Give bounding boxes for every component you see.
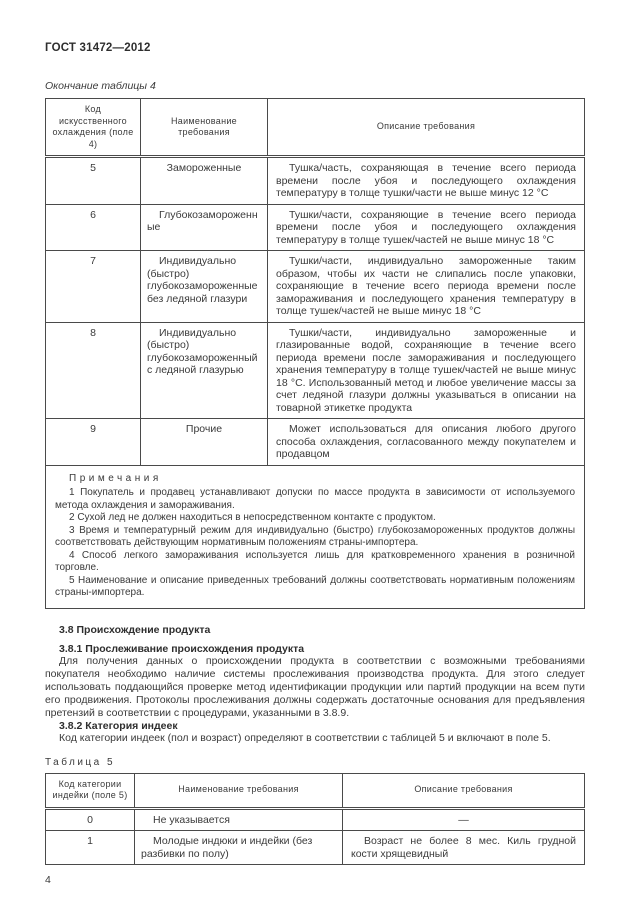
note-item: 1 Покупатель и продавец устанавливают допуски по массе продукта в зависимости от используемого метода охлаждения и замораживания. <box>55 487 575 511</box>
row-name: Не указывается <box>135 808 343 831</box>
table-row <box>46 419 585 466</box>
row-name: Глубокозамороженные <box>141 204 268 251</box>
row-code: 1 <box>46 831 135 865</box>
table-row <box>46 322 585 419</box>
table-row <box>46 157 585 205</box>
note-item: 4 Способ легкого замораживания используется лишь для кратковременного хранения в розничной торговле. <box>55 549 575 573</box>
table4-col-header-name: Наименование требования <box>141 99 268 157</box>
section-heading-3-8-2: 3.8.2 Категория индеек <box>59 719 178 732</box>
row-name: Индивидуально (быстро) глубокозамороженные без ледяной глазури <box>141 251 268 323</box>
row-name: Замороженные <box>141 157 268 205</box>
row-code: 5 <box>46 157 141 205</box>
table4-header-row <box>46 99 585 157</box>
table5-label: Таблица 5 <box>45 756 116 768</box>
section-3-8-2-text: Код категории индеек (пол и возраст) определяют в соответствии с таблицей 5 и включают в поле 5. <box>59 731 551 744</box>
section-heading-3-8-1: 3.8.1 Прослеживание происхождения продукта <box>59 642 305 655</box>
table-row <box>46 204 585 251</box>
row-code: 8 <box>46 322 141 419</box>
row-desc: Тушки/части, индивидуально замороженные и глазированные водой, сохраняющие в течение всего периода времени после замораживания и последующего хранения температуру в толще тушек/частей не выше минус 18 °С. Использованный метод и любое увеличение массы за счет ледяной глазури должны указываться в описании на товарной этикетке продукта <box>268 322 585 419</box>
note-item: 3 Время и температурный режим для индивидуально (быстро) глубокозамороженных продуктов должны соответствовать действующим нормативным положениям страны-импортера. <box>55 524 575 548</box>
row-desc: Возраст не более 8 мес. Киль грудной кости хрящевидный <box>343 831 585 865</box>
table-row <box>46 808 585 831</box>
row-desc: Может использоваться для описания любого другого способа охлаждения, согласованного между покупателем и продавцом <box>268 419 585 466</box>
table4 <box>45 98 585 609</box>
table-row <box>46 831 585 865</box>
row-code: 0 <box>46 808 135 831</box>
table5-header-row <box>46 773 585 808</box>
row-desc: Тушки/части, сохраняющие в течение всего периода времени после убоя и последующего охлаждения температуру в толще тушек/частей не выше минус 18 °С <box>268 204 585 251</box>
table4-notes <box>46 465 585 608</box>
row-name: Молодые индюки и индейки (без разбивки по полу) <box>135 831 343 865</box>
row-desc: Тушки/части, индивидуально замороженные таким образом, чтобы их части не слипались после упаковки, сохраняющие в течение всего периода времени после замораживания и последующего хранения температуру в толще тушек/частей не выше минус 18 °С <box>268 251 585 323</box>
row-code: 9 <box>46 419 141 466</box>
row-name: Прочие <box>141 419 268 466</box>
page-number: 4 <box>45 874 51 886</box>
row-code: 6 <box>46 204 141 251</box>
row-code: 7 <box>46 251 141 323</box>
notes-title: Примечания <box>69 472 162 484</box>
table5-col-header-desc: Описание требования <box>343 773 585 808</box>
table5-col-header-code: Код категории индейки (поле 5) <box>46 773 135 808</box>
table-row <box>46 251 585 323</box>
table4-continuation-label: Окончание таблицы 4 <box>45 80 156 92</box>
doc-standard-number: ГОСТ 31472—2012 <box>45 42 151 54</box>
row-desc: Тушка/часть, сохраняющая в течение всего периода времени после убоя и последующего охлаждения температуру в толще тушки/части не выше минус 12 °С <box>268 157 585 205</box>
row-desc: — <box>343 808 585 831</box>
table5 <box>45 773 585 866</box>
note-item: 5 Наименование и описание приведенных требований должны соответствовать нормативным положениям страны-импортера. <box>55 574 575 598</box>
table4-notes-row <box>46 465 585 608</box>
row-name: Индивидуально (быстро) глубокозамороженный с ледяной глазурью <box>141 322 268 419</box>
table4-col-header-code: Код искусственного охлаждения (поле 4) <box>46 99 141 157</box>
section-3-8-1-text: Для получения данных о происхождении продукта в соответствии с возможными требованиями покупателя необходимо наличие системы прослеживания производства продукта. Для этого следует использовать поддающийся проверке метод идентификации продукции или партий продукции на всем пути его продвижения. Протоколы прослеживания должны содержать достаточные основания для предъявления претензий в соответствии с процедурами, указанными в 3.8.9. <box>45 654 585 719</box>
note-item: 2 Сухой лед не должен находиться в непосредственном контакте с продуктом. <box>69 512 436 523</box>
table4-col-header-desc: Описание требования <box>268 99 585 157</box>
section-heading-3-8: 3.8 Происхождение продукта <box>59 623 211 636</box>
table5-col-header-name: Наименование требования <box>135 773 343 808</box>
